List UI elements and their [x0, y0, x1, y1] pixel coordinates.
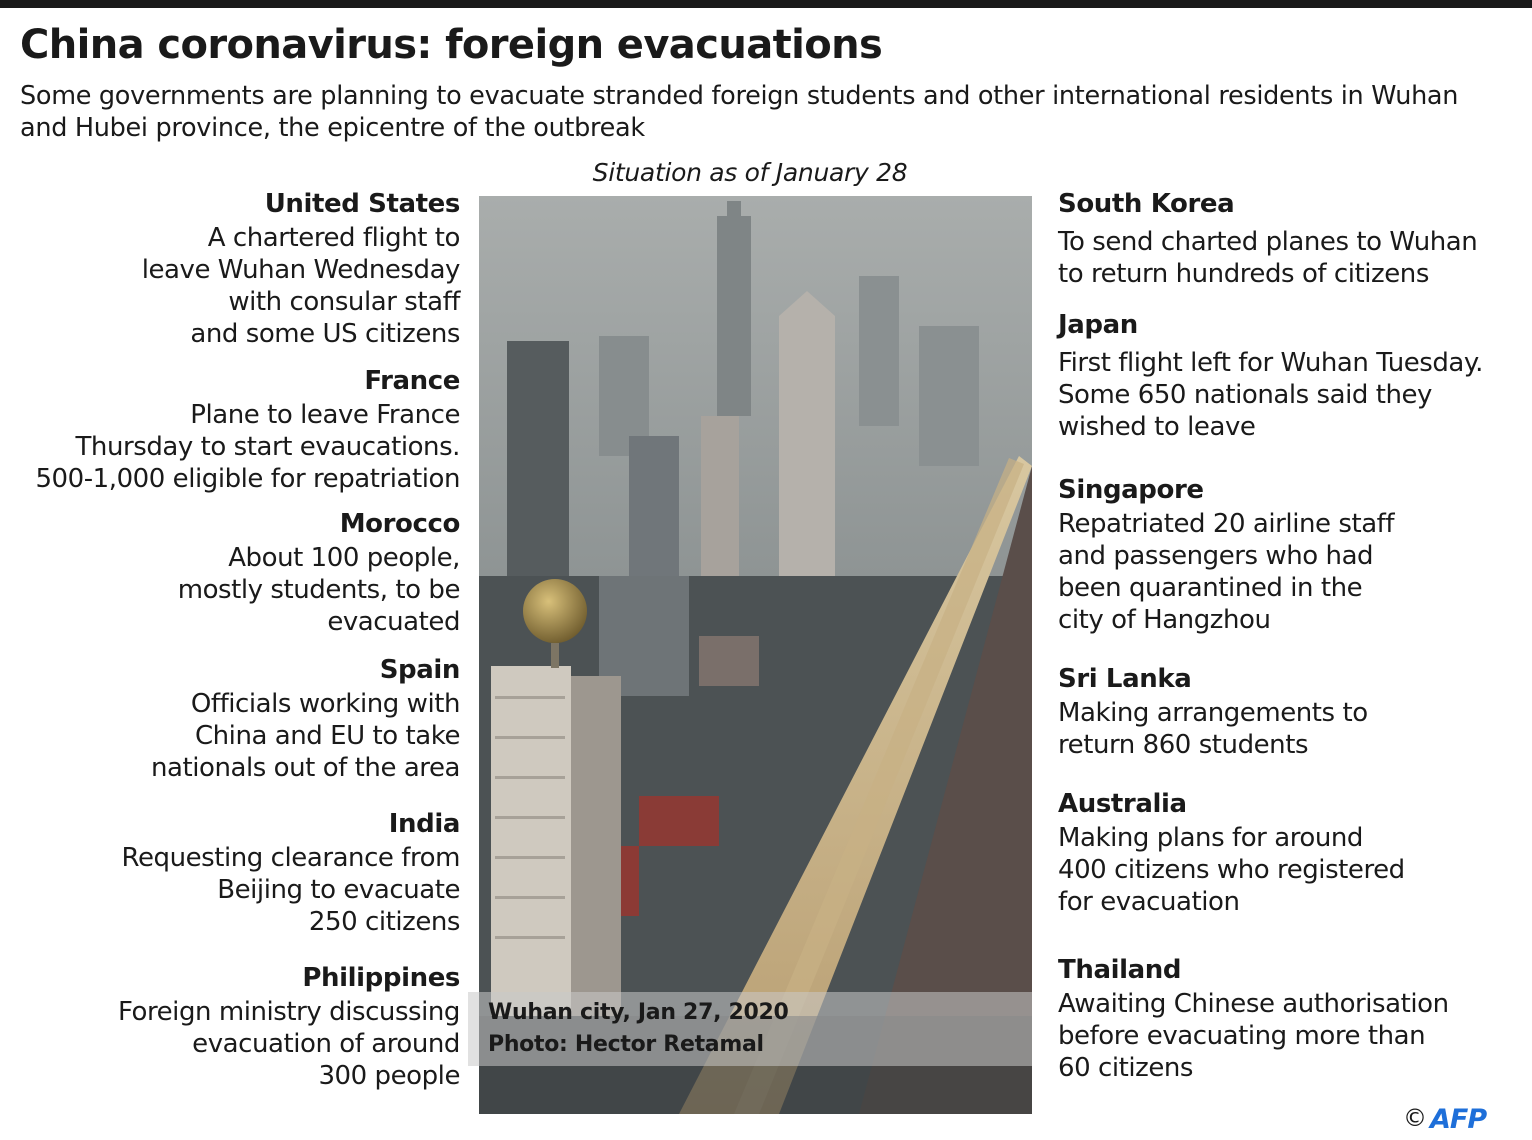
- entry-japan: [1058, 309, 1523, 443]
- country-description: Making plans for around 400 citizens who registered for evacuation: [1058, 823, 1405, 917]
- top-rule: [0, 0, 1532, 8]
- country-name: Sri Lanka: [1058, 664, 1192, 694]
- country-name: India: [388, 809, 460, 839]
- country-name: Singapore: [1058, 475, 1204, 505]
- photo-caption: [468, 992, 1032, 1066]
- country-description: To send charted planes to Wuhan to return hundreds of citizens: [1058, 227, 1478, 289]
- entry-morocco: [10, 508, 460, 638]
- copyright-symbol: ©: [1403, 1104, 1427, 1132]
- country-name: France: [364, 366, 460, 396]
- page-subtitle: Some governments are planning to evacuate stranded foreign students and other international residents in Wuhan and Hubei province, the epicentre of the outbreak: [20, 81, 1459, 143]
- country-description: Making arrangements to return 860 students: [1058, 698, 1368, 760]
- afp-logo: AFP: [1430, 1104, 1487, 1135]
- country-description: A chartered flight to leave Wuhan Wednesday with consular staff and some US citizens: [141, 223, 460, 349]
- country-description: First flight left for Wuhan Tuesday. Some 650 nationals said they wished to leave: [1058, 348, 1483, 442]
- entry-france: [10, 365, 460, 495]
- page-title: China coronavirus: foreign evacuations: [20, 22, 883, 68]
- entry-south-korea: [1058, 188, 1523, 290]
- entry-australia: [1058, 788, 1523, 918]
- wuhan-city-photo: [479, 196, 1032, 1114]
- entry-sri-lanka: [1058, 663, 1523, 761]
- caption-location-date: Wuhan city, Jan 27, 2020: [488, 1000, 789, 1025]
- entry-philippines: [10, 962, 460, 1092]
- country-name: Morocco: [339, 509, 460, 539]
- country-name: South Korea: [1058, 189, 1235, 219]
- country-name: Australia: [1058, 789, 1187, 819]
- country-name: United States: [264, 189, 460, 219]
- country-description: About 100 people, mostly students, to be evacuated: [177, 543, 460, 637]
- country-name: Thailand: [1058, 955, 1182, 985]
- country-description: Requesting clearance from Beijing to evacuate 250 citizens: [121, 843, 460, 937]
- country-description: Foreign ministry discussing evacuation of around 300 people: [117, 997, 460, 1091]
- entry-united-states: [10, 188, 460, 350]
- country-description: Plane to leave France Thursday to start evaucations. 500-1,000 eligible for repatriation: [35, 400, 460, 494]
- entry-thailand: [1058, 954, 1523, 1084]
- entry-singapore: [1058, 474, 1523, 636]
- country-description: Awaiting Chinese authorisation before evacuating more than 60 citizens: [1058, 989, 1449, 1083]
- country-description: Repatriated 20 airline staff and passengers who had been quarantined in the city of Hangzhou: [1058, 509, 1395, 635]
- caption-photo-credit: Photo: Hector Retamal: [488, 1032, 764, 1057]
- entry-india: [10, 808, 460, 938]
- country-name: Philippines: [302, 963, 460, 993]
- situation-date: Situation as of January 28: [592, 158, 908, 187]
- entry-spain: [10, 654, 460, 784]
- country-name: Japan: [1058, 310, 1138, 340]
- skyline-illustration: [479, 196, 1032, 1114]
- country-description: Officials working with China and EU to take nationals out of the area: [150, 689, 460, 783]
- country-name: Spain: [379, 655, 460, 685]
